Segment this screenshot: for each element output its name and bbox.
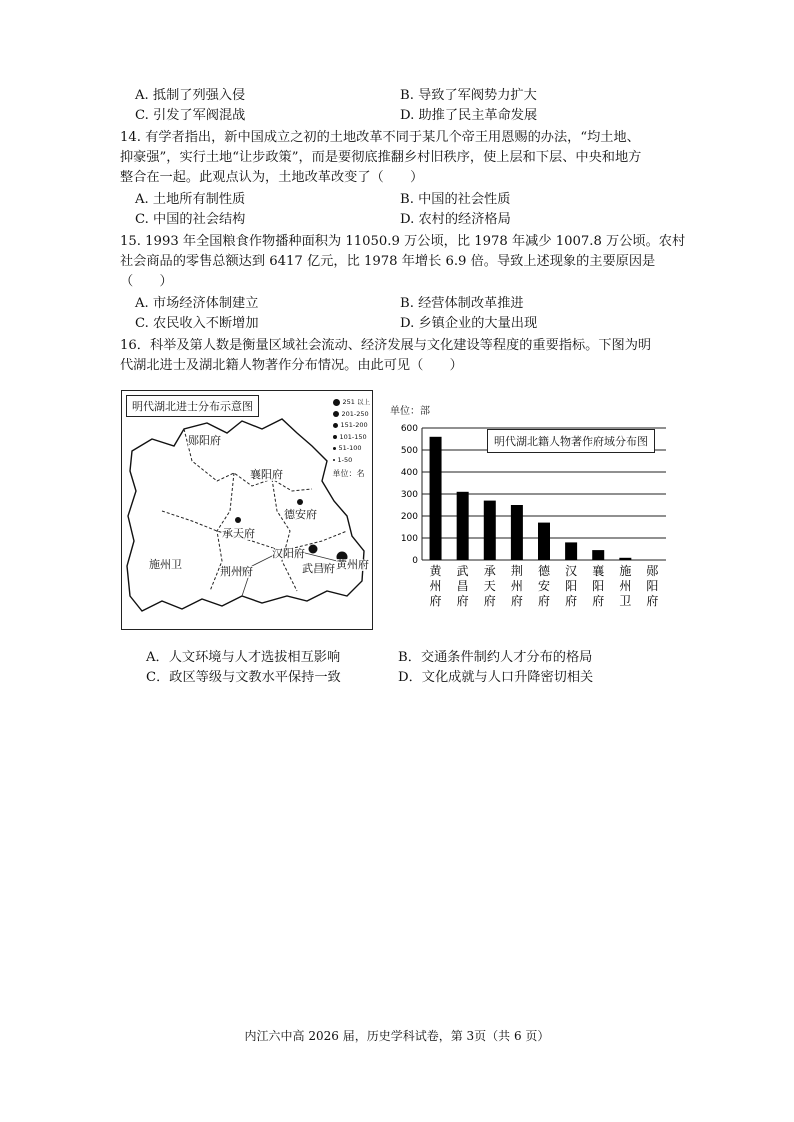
y-tick-label: 600 [400, 424, 418, 434]
q14-stem-line3: 整合在一起。此观点认为，土地改革改变了（ ） [120, 170, 424, 185]
bar [619, 558, 631, 560]
q16-option-a[interactable]: A．人文环境与人才选拔相互影响 [146, 650, 341, 665]
bar [484, 501, 496, 560]
legend-label: 101-150 [339, 432, 367, 441]
map-unit: 单位：名 [332, 469, 365, 478]
x-tick-label: 武 [456, 564, 469, 578]
legend-row [333, 443, 370, 455]
x-tick-label: 府 [483, 594, 496, 608]
x-tick-label: 黄 [429, 564, 442, 578]
x-tick-label: 州 [619, 579, 632, 593]
x-tick-label: 府 [429, 594, 442, 608]
x-tick-label: 昌 [456, 579, 469, 593]
legend-row [333, 420, 370, 432]
x-tick-label: 州 [429, 579, 442, 593]
bar [511, 505, 523, 560]
legend-dot-icon [333, 459, 335, 461]
province-boundary [127, 419, 364, 611]
works-distribution-chart [390, 402, 690, 627]
q15-option-d[interactable]: D. 乡镇企业的大量出现 [400, 316, 538, 331]
x-tick-label: 府 [646, 594, 659, 608]
q13-option-a[interactable]: A. 抵制了列强入侵 [135, 88, 246, 103]
x-tick-label: 阳 [592, 579, 605, 593]
q15-stem-line3: （ ） [120, 274, 173, 289]
q15-stem-line1: 15. 1993 年全国粮食作物播种面积为 11050.9 万公顷，比 1978 年减少 1007.8 万公顷。农村 [120, 234, 686, 249]
x-tick-label: 施 [619, 564, 632, 578]
x-tick-label: 承 [483, 564, 496, 578]
x-tick-label: 卫 [619, 594, 632, 608]
map-label-wuchang: 武昌府 [302, 562, 335, 575]
x-tick-label: 州 [510, 579, 523, 593]
bar [592, 550, 604, 560]
q13-option-c[interactable]: C. 引发了军阀混战 [135, 108, 246, 123]
q14-stem-line1: 14. 有学者指出，新中国成立之初的土地改革不同于某几个帝王用恩赐的办法，“均土地、 [120, 130, 640, 145]
legend-dot-icon [333, 447, 336, 450]
x-tick-label: 阳 [565, 579, 578, 593]
legend-row [333, 409, 370, 421]
page-footer: 内江六中高 2026 届，历史学科试卷，第 3页（共 6 页） [244, 1029, 550, 1043]
bar [430, 437, 442, 560]
map-label-chengtian: 承天府 [222, 527, 255, 540]
bar [457, 492, 469, 560]
legend-dot-icon [333, 423, 338, 428]
q14-option-d[interactable]: D. 农村的经济格局 [400, 212, 511, 227]
dean-marker [297, 499, 303, 505]
chart-title: 明代湖北籍人物著作府域分布图 [487, 429, 655, 453]
map-label-shizhou: 施州卫 [149, 558, 182, 571]
x-tick-label: 府 [510, 594, 523, 608]
q13-option-b[interactable]: B. 导致了军阀势力扩大 [400, 88, 537, 103]
map-label-jingzhou: 荆州府 [220, 565, 253, 578]
y-tick-label: 300 [400, 490, 418, 500]
q15-option-b[interactable]: B. 经营体制改革推进 [400, 296, 524, 311]
q16-option-c[interactable]: C．政区等级与文教水平保持一致 [146, 670, 341, 685]
x-tick-label: 襄 [592, 564, 605, 578]
legend-row [333, 432, 370, 444]
map-label-huangzhou: 黄州府 [336, 558, 369, 571]
chengtian-marker [235, 517, 241, 523]
y-tick-label: 0 [412, 556, 418, 566]
q15-option-a[interactable]: A. 市场经济体制建立 [135, 296, 259, 311]
legend-dot-icon [333, 435, 337, 439]
y-tick-label: 200 [400, 512, 418, 522]
chart-unit-label: 单位：部 [390, 406, 430, 417]
bar [538, 523, 550, 560]
hanyang-marker [309, 545, 318, 554]
q14-option-c[interactable]: C. 中国的社会结构 [135, 212, 246, 227]
q14-option-b[interactable]: B. 中国的社会性质 [400, 192, 511, 207]
x-tick-label: 府 [592, 594, 605, 608]
legend-row [333, 455, 370, 467]
legend-row [333, 397, 370, 409]
map-title: 明代湖北进士分布示意图 [126, 395, 259, 417]
q13-option-d[interactable]: D. 助推了民主革命发展 [400, 108, 538, 123]
q15-stem-line2: 社会商品的零售总额达到 6417 亿元，比 1978 年增长 6.9 倍。导致上述现象的主要原因是 [120, 254, 656, 269]
jinshi-distribution-map [121, 390, 373, 630]
y-tick-label: 400 [400, 468, 418, 478]
x-tick-label: 府 [565, 594, 578, 608]
q14-option-a[interactable]: A. 土地所有制性质 [135, 192, 246, 207]
legend-label: 201-250 [341, 409, 369, 418]
legend-label: 251 以上 [342, 398, 370, 406]
q16-option-b[interactable]: B．交通条件制约人才分布的格局 [398, 650, 593, 665]
y-tick-label: 500 [400, 446, 418, 456]
x-tick-label: 府 [456, 594, 469, 608]
x-tick-label: 荆 [510, 564, 523, 578]
q16-option-d[interactable]: D．文化成就与人口升降密切相关 [398, 670, 594, 685]
q15-option-c[interactable]: C. 农民收入不断增加 [135, 316, 259, 331]
legend-label: 1-50 [337, 455, 353, 464]
map-label-dean: 德安府 [284, 508, 317, 521]
q16-stem-line2: 代湖北进士及湖北籍人物著作分布情况。由此可见（ ） [120, 358, 463, 373]
map-label-hanyang: 汉阳府 [272, 547, 305, 560]
map-label-yunyang: 郧阳府 [188, 434, 221, 447]
q14-stem-line2: 抑豪强”，实行土地“让步政策”，而是要彻底推翻乡村旧秩序，使上层和下层、中央和地方 [120, 150, 642, 165]
legend-label: 51-100 [338, 444, 362, 452]
map-legend [333, 397, 370, 480]
x-tick-label: 德 [537, 564, 551, 578]
legend-dot-icon [333, 399, 340, 406]
legend-dot-icon [333, 411, 339, 417]
x-tick-label: 汉 [565, 564, 578, 578]
x-tick-label: 郧 [646, 564, 659, 578]
x-tick-label: 阳 [646, 579, 659, 593]
map-label-xiangyang: 襄阳府 [250, 468, 283, 481]
x-tick-label: 安 [537, 579, 551, 593]
x-tick-label: 府 [537, 594, 551, 608]
x-tick-label: 天 [483, 579, 496, 593]
q16-stem-line1: 16．科举及第人数是衡量区域社会流动、经济发展与文化建设等程度的重要指标。下图为明 [120, 338, 652, 353]
legend-label: 151-200 [340, 421, 368, 429]
bar [565, 542, 577, 560]
y-tick-label: 100 [400, 534, 418, 544]
